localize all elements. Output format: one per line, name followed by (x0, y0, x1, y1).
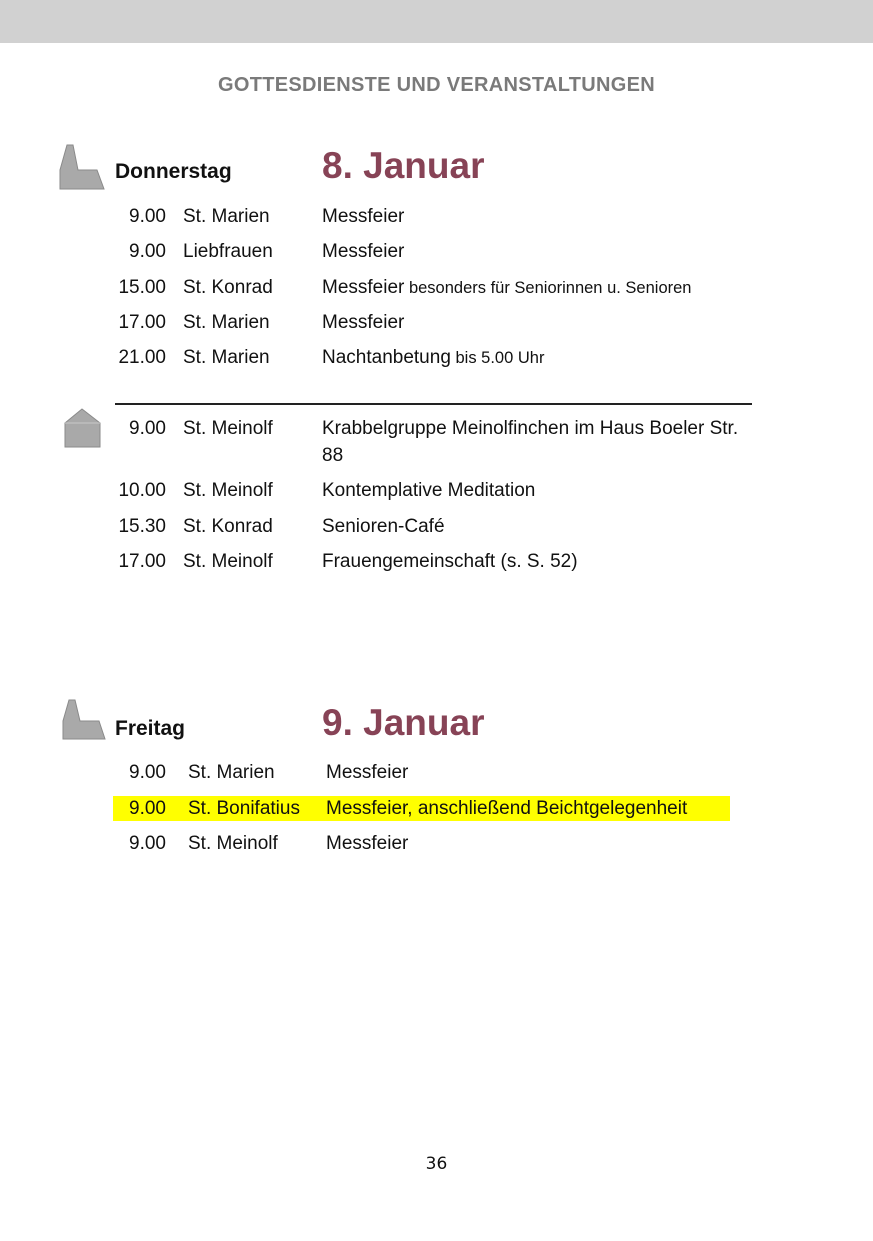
time: 9.00 (129, 241, 166, 262)
location: St. Marien (183, 206, 270, 227)
event-title: Messfeier (326, 762, 409, 783)
location: St. Konrad (183, 277, 273, 298)
location: St. Marien (183, 312, 270, 333)
time: 9.00 (129, 762, 166, 783)
page-number: 36 (425, 1154, 448, 1174)
church-icon (59, 143, 105, 190)
page-title: GOTTESDIENSTE UND VERANSTALTUNGEN (218, 74, 655, 96)
schedule-row (0, 274, 873, 301)
event-title: Messfeier (326, 833, 409, 854)
location: St. Konrad (183, 516, 273, 537)
day-name: Donnerstag (115, 160, 232, 183)
time: 10.00 (118, 480, 166, 501)
time: 9.00 (129, 798, 166, 819)
location: St. Marien (188, 762, 275, 783)
schedule-row (0, 830, 873, 857)
location: St. Meinolf (188, 833, 278, 854)
event-title: Krabbelgruppe Meinolfinchen im Haus Boeler Str. 88 (322, 418, 739, 466)
event-row (0, 477, 873, 504)
event-title: Messfeier (322, 206, 405, 227)
church-icon (62, 699, 106, 740)
schedule-row (0, 309, 873, 336)
time: 21.00 (118, 347, 166, 368)
top-bar (0, 0, 873, 43)
event-title: Messfeier (322, 241, 405, 262)
schedule-row-highlighted (0, 795, 873, 822)
location: St. Meinolf (183, 551, 273, 572)
date-heading: 8. Januar (322, 145, 485, 186)
event-title: Frauengemeinschaft (s. S. 52) (322, 551, 578, 572)
time: 15.00 (118, 277, 166, 298)
time: 9.00 (129, 418, 166, 439)
date-heading: 9. Januar (322, 702, 485, 743)
location: St. Meinolf (183, 418, 273, 439)
event-title: Messfeier, anschließend Beichtgelegenheit (326, 798, 688, 819)
time: 17.00 (118, 312, 166, 333)
schedule-row (0, 203, 873, 230)
location: St. Bonifatius (188, 798, 300, 819)
time: 17.00 (118, 551, 166, 572)
event-row (0, 548, 873, 575)
event-title: Messfeier (322, 277, 405, 298)
event-note: bis 5.00 Uhr (450, 349, 545, 367)
time: 9.00 (129, 833, 166, 854)
event-title: Nachtanbetung (322, 347, 451, 368)
location: St. Marien (183, 347, 270, 368)
time: 9.00 (129, 206, 166, 227)
location: St. Meinolf (183, 480, 273, 501)
event-title: Senioren-Café (322, 516, 445, 537)
day-name: Freitag (115, 717, 186, 740)
schedule-row (0, 238, 873, 265)
event-title: Kontemplative Meditation (322, 480, 536, 501)
time: 15.30 (118, 516, 166, 537)
event-note: besonders für Seniorinnen u. Senioren (404, 279, 692, 297)
schedule-row (0, 759, 873, 786)
section-divider (115, 403, 752, 405)
location: Liebfrauen (183, 241, 273, 262)
event-row (0, 513, 873, 540)
event-title: Messfeier (322, 312, 405, 333)
event-row (0, 415, 873, 469)
schedule-row (0, 344, 873, 371)
